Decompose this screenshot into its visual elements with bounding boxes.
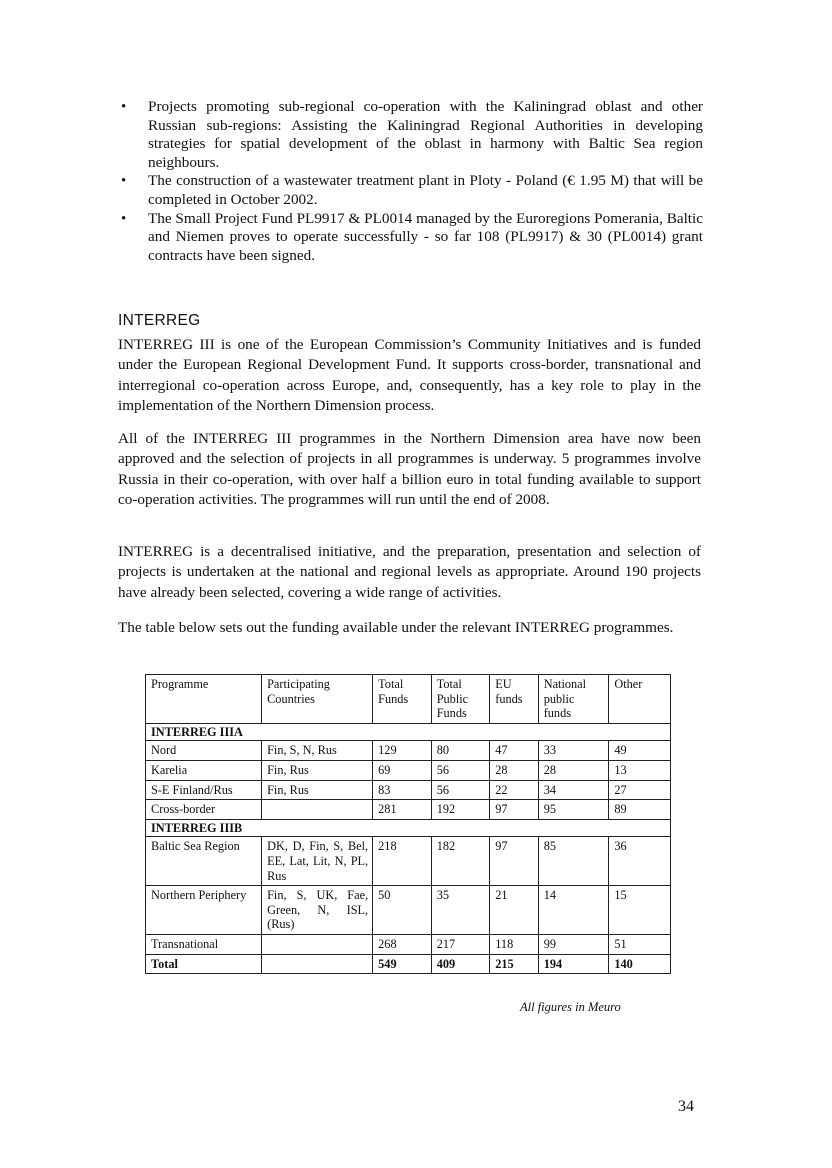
- column-header: Total Public Funds: [431, 675, 490, 724]
- table-cell: 35: [431, 886, 490, 935]
- table-cell: Cross-border: [146, 800, 262, 820]
- table-cell: 182: [431, 837, 490, 886]
- table-cell: 15: [609, 886, 671, 935]
- table-row: [146, 800, 671, 820]
- section-label: INTERREG IIIB: [146, 819, 671, 837]
- table-row: [146, 760, 671, 780]
- funding-table: [145, 674, 671, 974]
- table-cell: 49: [609, 741, 671, 761]
- bullet-item: • The construction of a wastewater treatment plant in Ploty - Poland (€ 1.95 M) that will be completed in October 2002.: [118, 172, 703, 209]
- table-cell: 268: [373, 934, 432, 954]
- table-cell: 140: [609, 954, 671, 974]
- table-cell: 97: [490, 837, 538, 886]
- table-cell: DK, D, Fin, S, Bel, EE, Lat, Lit, N, PL, Rus: [262, 837, 373, 886]
- table-cell: 69: [373, 760, 432, 780]
- table-cell: 99: [538, 934, 609, 954]
- table-cell: 13: [609, 760, 671, 780]
- table-cell: 194: [538, 954, 609, 974]
- table-header-row: [146, 675, 671, 724]
- table-cell: 51: [609, 934, 671, 954]
- table-row: [146, 780, 671, 800]
- table-cell: 36: [609, 837, 671, 886]
- table-cell: 549: [373, 954, 432, 974]
- table-cell: 118: [490, 934, 538, 954]
- table-cell: 281: [373, 800, 432, 820]
- table-cell: 89: [609, 800, 671, 820]
- column-header: National public funds: [538, 675, 609, 724]
- table-cell: 14: [538, 886, 609, 935]
- column-header: Participating Countries: [262, 675, 373, 724]
- table-cell: 21: [490, 886, 538, 935]
- paragraph: The table below sets out the funding available under the relevant INTERREG programmes.: [118, 619, 674, 636]
- table-cell: 22: [490, 780, 538, 800]
- paragraph: INTERREG is a decentralised initiative, and the preparation, presentation and selection of projects is undertaken at the national and regional levels as appropriate. Around 190 projects have already been selected, covering a wide range of activities.: [118, 543, 701, 601]
- table-cell: 192: [431, 800, 490, 820]
- section-row: [146, 723, 671, 741]
- table-cell: [262, 800, 373, 820]
- table-cell: Transnational: [146, 934, 262, 954]
- table-row: [146, 934, 671, 954]
- table-cell: 47: [490, 741, 538, 761]
- table-cell: 27: [609, 780, 671, 800]
- table-cell: 83: [373, 780, 432, 800]
- table-cell: 218: [373, 837, 432, 886]
- table-cell: Fin, Rus: [262, 780, 373, 800]
- paragraph: All of the INTERREG III programmes in the Northern Dimension area have now been approved and the selection of projects in all programmes is underway. 5 programmes involve Russia in their co-operation, with over half a billion euro in total funding available to support co-operation activities. The programmes will run until the end of 2008.: [118, 430, 701, 509]
- page-number: 34: [678, 1098, 694, 1115]
- table-cell: [262, 954, 373, 974]
- table-row: [146, 886, 671, 935]
- table-cell: 129: [373, 741, 432, 761]
- column-header: Other: [609, 675, 671, 724]
- table-cell: Fin, S, UK, Fae, Green, N, ISL, (Rus): [262, 886, 373, 935]
- table-cell: 409: [431, 954, 490, 974]
- table-cell: Total: [146, 954, 262, 974]
- table-cell: Nord: [146, 741, 262, 761]
- table-cell: 33: [538, 741, 609, 761]
- table-cell: Fin, Rus: [262, 760, 373, 780]
- table-cell: 34: [538, 780, 609, 800]
- table-cell: S-E Finland/Rus: [146, 780, 262, 800]
- column-header: Programme: [146, 675, 262, 724]
- paragraph: INTERREG III is one of the European Commission’s Community Initiatives and is funded under the European Regional Development Fund. It supports cross-border, transnational and interregional co-operation across Europe, and, consequently, has a key role to play in the implementation of the Northern Dimension process.: [118, 336, 701, 415]
- table-cell: 215: [490, 954, 538, 974]
- table-cell: 56: [431, 780, 490, 800]
- section-label: INTERREG IIIA: [146, 723, 671, 741]
- column-header: EU funds: [490, 675, 538, 724]
- bullet-item: • The Small Project Fund PL9917 & PL0014 managed by the Euroregions Pomerania, Baltic and Niemen proves to operate successfully - so far 108 (PL9917) & 30 (PL0014) grant contracts have been signed.: [118, 210, 703, 266]
- column-header: Total Funds: [373, 675, 432, 724]
- bullet-list: [118, 98, 703, 265]
- table-cell: 95: [538, 800, 609, 820]
- table-cell: Fin, S, N, Rus: [262, 741, 373, 761]
- table-row: [146, 741, 671, 761]
- table-cell: 28: [538, 760, 609, 780]
- table-cell: [262, 934, 373, 954]
- total-row: [146, 954, 671, 974]
- table-cell: 80: [431, 741, 490, 761]
- section-row: [146, 819, 671, 837]
- table-cell: 50: [373, 886, 432, 935]
- table-cell: Northern Periphery: [146, 886, 262, 935]
- table-cell: 56: [431, 760, 490, 780]
- bullet-item: • Projects promoting sub-regional co-operation with the Kaliningrad oblast and other Russian sub-regions: Assisting the Kaliningrad Regional Authorities in developing strategies for spatial development of the oblast in harmony with Baltic Sea region neighbours.: [118, 98, 703, 172]
- section-heading: INTERREG: [118, 312, 201, 329]
- table-cell: Baltic Sea Region: [146, 837, 262, 886]
- table-cell: 97: [490, 800, 538, 820]
- table-footnote: All figures in Meuro: [520, 1000, 621, 1014]
- table-cell: 217: [431, 934, 490, 954]
- table-cell: 85: [538, 837, 609, 886]
- table-row: [146, 837, 671, 886]
- table-cell: Karelia: [146, 760, 262, 780]
- table-cell: 28: [490, 760, 538, 780]
